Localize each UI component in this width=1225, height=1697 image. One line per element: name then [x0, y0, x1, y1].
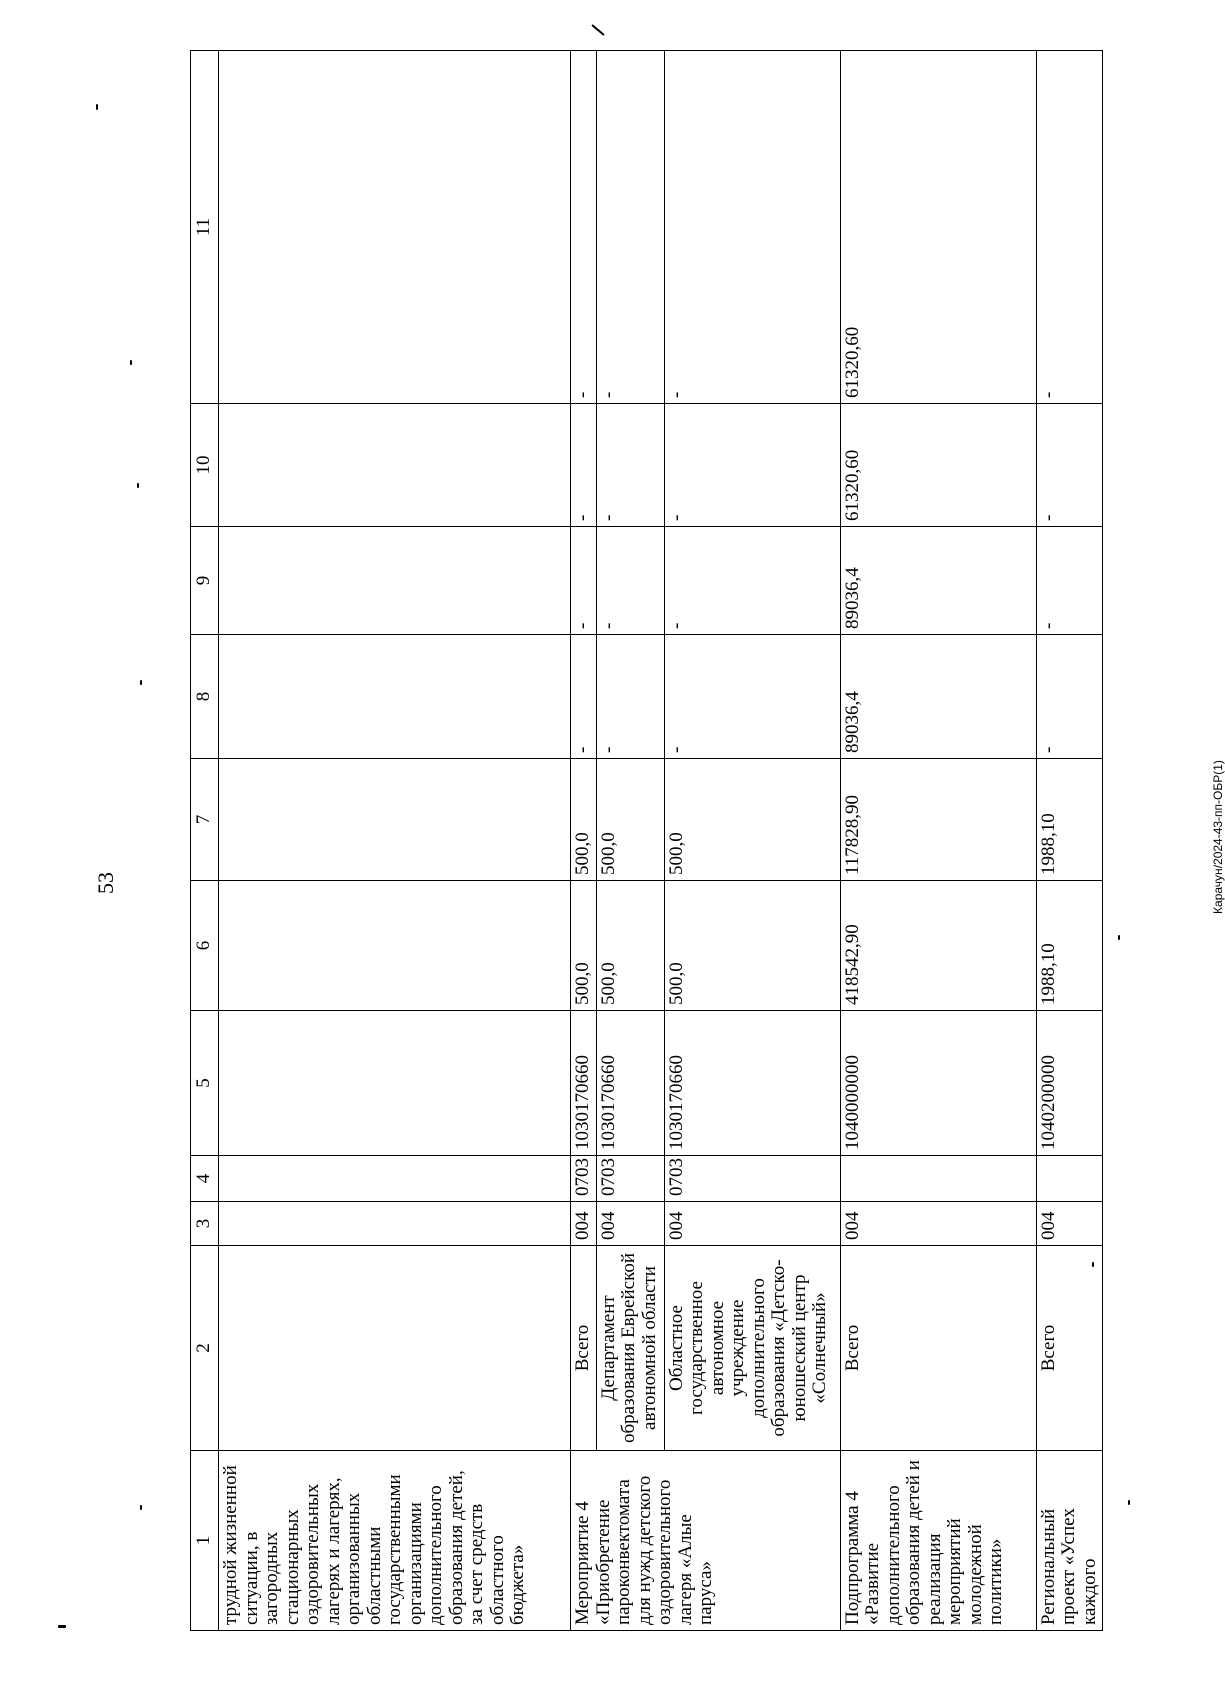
cell-c9: - [596, 527, 664, 635]
cell-c5: 1040200000 [1036, 1011, 1103, 1156]
row-description: Подпрограмма 4 «Развитие дополнительного образования детей и реализация мероприятий молодежной политики» [840, 1451, 1036, 1631]
page-number: 53 [93, 872, 118, 894]
cell-c4: 0703 [664, 1156, 840, 1202]
cell-c9 [219, 527, 571, 635]
cell-c6: 418542,90 [840, 881, 1036, 1011]
cell-c7: 500,0 [571, 759, 597, 881]
cell-c7: 500,0 [596, 759, 664, 881]
cell-c4 [1036, 1156, 1103, 1202]
cell-c5 [219, 1011, 571, 1156]
cell-c5: 1030170660 [664, 1011, 840, 1156]
cell-c6 [219, 881, 571, 1011]
cell-c6: 500,0 [664, 881, 840, 1011]
scan-speck [130, 360, 132, 365]
cell-c2: Всего [571, 1246, 597, 1451]
col-header-4: 4 [191, 1156, 219, 1202]
cell-c11: - [1036, 51, 1103, 404]
cell-c4 [219, 1156, 571, 1202]
col-header-2: 2 [191, 1246, 219, 1451]
col-header-10: 10 [191, 404, 219, 527]
scan-speck [1118, 935, 1120, 940]
cell-c11: 61320,60 [840, 51, 1036, 404]
cell-c8 [219, 635, 571, 759]
scan-speck [96, 104, 98, 110]
table-row [664, 51, 840, 1631]
cell-c4 [840, 1156, 1036, 1202]
scan-speck [140, 680, 142, 685]
document-code: Карачун/2024-43-пп-ОБР(1) [1211, 760, 1225, 914]
budget-table [190, 50, 1103, 1631]
cell-c10: 61320,60 [840, 404, 1036, 527]
cell-c6: 500,0 [571, 881, 597, 1011]
table-row [571, 51, 597, 1631]
cell-c3 [219, 1202, 571, 1246]
cell-c2: Областное государственное автономное учреждение дополнительного образования «Детско-юношеский центр «Солнечный» [664, 1246, 840, 1451]
scan-speck [140, 1505, 142, 1510]
cell-c7: 1988,10 [1036, 759, 1103, 881]
cell-c3: 004 [840, 1202, 1036, 1246]
cell-c11: - [571, 51, 597, 404]
cell-c8: - [571, 635, 597, 759]
col-header-1: 1 [191, 1451, 219, 1631]
cell-c10: - [596, 404, 664, 527]
cell-c10: - [571, 404, 597, 527]
scan-speck [137, 483, 139, 488]
table-row [840, 51, 1036, 1631]
table-row [1036, 51, 1103, 1631]
table-row [219, 51, 571, 1631]
scan-speck [1092, 1262, 1094, 1267]
cell-c10 [219, 404, 571, 527]
scan-speck [1128, 1500, 1130, 1505]
row-description: трудной жизненной ситуации, в загородных стационарных оздоровительных лагерях и лагерях, организованных областными государственными организациями дополнительного образования детей, за счет средств областного бюджета» [219, 1451, 571, 1631]
cell-c8: - [664, 635, 840, 759]
cell-c2: Департамент образования Еврейской автономной области [596, 1246, 664, 1451]
cell-c9: - [664, 527, 840, 635]
cell-c2 [219, 1246, 571, 1451]
col-header-9: 9 [191, 527, 219, 635]
scan-speck [591, 24, 605, 36]
cell-c3: 004 [1036, 1202, 1103, 1246]
cell-c9: 89036,4 [840, 527, 1036, 635]
cell-c11: - [596, 51, 664, 404]
cell-c2: Всего [1036, 1246, 1103, 1451]
scan-speck [58, 1625, 66, 1628]
cell-c4: 0703 [596, 1156, 664, 1202]
col-header-5: 5 [191, 1011, 219, 1156]
col-header-11: 11 [191, 51, 219, 404]
cell-c8: - [1036, 635, 1103, 759]
cell-c3: 004 [571, 1202, 597, 1246]
cell-c3: 004 [596, 1202, 664, 1246]
cell-c10: - [664, 404, 840, 527]
cell-c9: - [1036, 527, 1103, 635]
cell-c11: - [664, 51, 840, 404]
cell-c7: 500,0 [664, 759, 840, 881]
cell-c5: 1030170660 [596, 1011, 664, 1156]
cell-c4: 0703 [571, 1156, 597, 1202]
header-row [191, 51, 219, 1631]
cell-c10: - [1036, 404, 1103, 527]
cell-c7: 117828,90 [840, 759, 1036, 881]
cell-c7 [219, 759, 571, 881]
col-header-8: 8 [191, 635, 219, 759]
table-row [596, 51, 664, 1631]
cell-c2: Всего [840, 1246, 1036, 1451]
cell-c6: 500,0 [596, 881, 664, 1011]
cell-c5: 1040000000 [840, 1011, 1036, 1156]
cell-c8: - [596, 635, 664, 759]
row-description: Мероприятие 4 «Приобретение пароконвектомата для нужд детского оздоровительного лагеря «Алые паруса» [571, 1451, 841, 1631]
cell-c8: 89036,4 [840, 635, 1036, 759]
cell-c6: 1988,10 [1036, 881, 1103, 1011]
col-header-3: 3 [191, 1202, 219, 1246]
row-description: Региональный проект «Успех каждого [1036, 1451, 1103, 1631]
cell-c5: 1030170660 [571, 1011, 597, 1156]
col-header-7: 7 [191, 759, 219, 881]
col-header-6: 6 [191, 881, 219, 1011]
table-container [190, 51, 1100, 1631]
cell-c9: - [571, 527, 597, 635]
cell-c11 [219, 51, 571, 404]
cell-c3: 004 [664, 1202, 840, 1246]
